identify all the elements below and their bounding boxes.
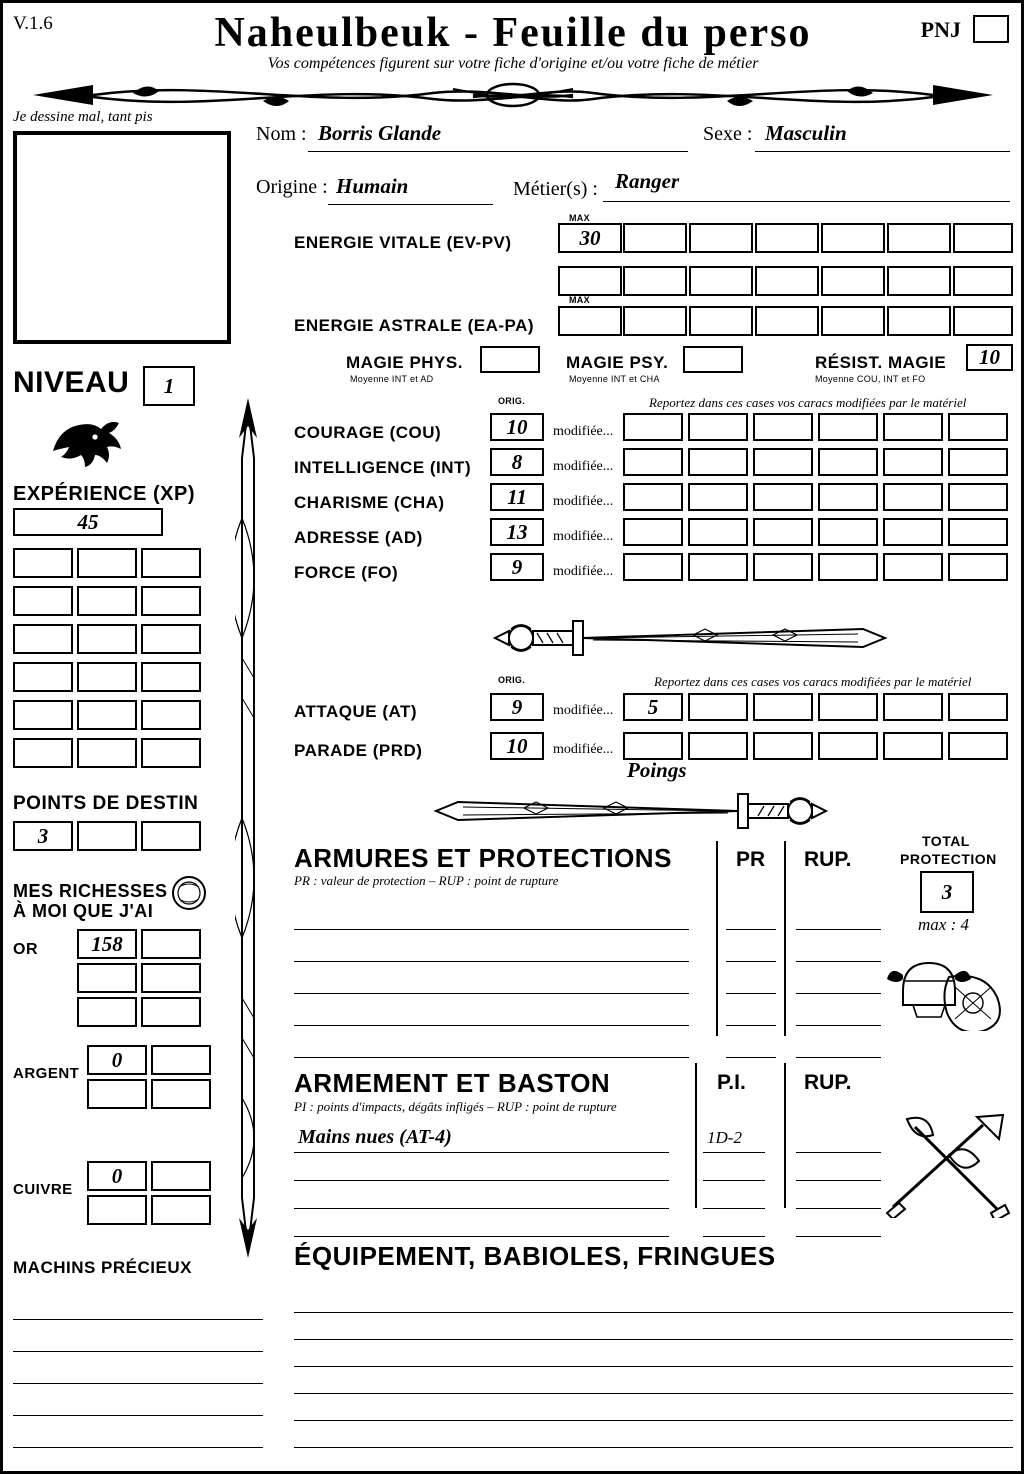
niveau-label: NIVEAU <box>13 366 130 399</box>
carac-modifie-box[interactable] <box>623 553 683 581</box>
carac-modifie-box[interactable] <box>948 413 1008 441</box>
or-box[interactable] <box>141 929 201 959</box>
carac-modif-label: modifiée... <box>553 459 614 474</box>
xp-box[interactable] <box>141 586 201 616</box>
arme-name-value: Mains nues (AT-4) <box>298 1126 452 1148</box>
portrait-note: Je dessine mal, tant pis <box>13 109 153 125</box>
arme-pi[interactable] <box>703 1184 765 1209</box>
pnj-checkbox[interactable] <box>973 15 1009 43</box>
or-label: OR <box>13 941 38 958</box>
carac-modif-label: modifiée... <box>553 494 614 509</box>
destin-value[interactable]: 3 <box>13 821 73 851</box>
cuivre-box[interactable] <box>151 1161 211 1191</box>
armure-pr[interactable] <box>726 935 776 962</box>
armures-sub: PR : valeur de protection – RUP : point de rupture <box>294 873 559 888</box>
origine-value: Humain <box>336 174 409 198</box>
carac-modifie-box[interactable] <box>753 413 813 441</box>
equipement-line[interactable] <box>294 1315 1013 1340</box>
armures-col-rup: RUP. <box>804 848 852 871</box>
xp-value[interactable]: 45 <box>13 508 163 536</box>
carac-orig-value[interactable]: 8 <box>490 448 544 476</box>
total-protection-value[interactable]: 3 <box>920 871 974 913</box>
metier-field[interactable] <box>603 171 1010 202</box>
armure-pr[interactable] <box>726 903 776 930</box>
ev-box[interactable] <box>558 266 622 296</box>
argent-value[interactable]: 0 <box>87 1045 147 1075</box>
ev-box[interactable] <box>623 223 687 253</box>
combat-modifie-box[interactable] <box>818 732 878 760</box>
arme-rup[interactable] <box>796 1156 881 1181</box>
carac-modifie-box[interactable] <box>688 483 748 511</box>
carac-modifie-box[interactable] <box>688 518 748 546</box>
xp-box[interactable] <box>77 586 137 616</box>
xp-box[interactable] <box>141 662 201 692</box>
carac-modifie-box[interactable] <box>753 483 813 511</box>
carac-modifie-box[interactable] <box>883 483 943 511</box>
page-title: Naheulbeuk - Feuille du perso <box>214 10 812 56</box>
equipement-line[interactable] <box>294 1423 1013 1448</box>
xp-box[interactable] <box>77 548 137 578</box>
carac-orig-value[interactable]: 10 <box>490 413 544 441</box>
carac-modifie-box[interactable] <box>818 518 878 546</box>
origine-field[interactable] <box>328 174 493 205</box>
argent-box[interactable] <box>151 1079 211 1109</box>
carac-modif-label: modifiée... <box>553 564 614 579</box>
carac-modifie-box[interactable] <box>623 448 683 476</box>
ea-box[interactable] <box>953 306 1013 336</box>
coin-icon <box>171 875 207 911</box>
carac-modifie-box[interactable] <box>623 413 683 441</box>
niveau-value[interactable]: 1 <box>143 366 195 406</box>
carac-modifie-box[interactable] <box>753 448 813 476</box>
argent-box[interactable] <box>87 1079 147 1109</box>
xp-box[interactable] <box>13 662 73 692</box>
xp-box[interactable] <box>13 624 73 654</box>
carac-modifie-box[interactable] <box>948 518 1008 546</box>
carac-modifie-box[interactable] <box>753 518 813 546</box>
argent-label: ARGENT <box>13 1065 80 1082</box>
metier-value: Ranger <box>615 169 680 193</box>
ea-box[interactable] <box>755 306 819 336</box>
combat-note: Reportez dans ces cases vos caracs modifiées par le matériel <box>654 674 972 689</box>
ev-box[interactable] <box>821 223 885 253</box>
caracs-orig-label: ORIG. <box>498 396 526 406</box>
armement-sub: PI : points d'impacts, dégâts infligés – RUP : point de rupture <box>294 1099 617 1114</box>
magie-psy-label: MAGIE PSY. <box>566 353 669 372</box>
combat-modifie-box[interactable] <box>688 693 748 721</box>
combat-modifie-box[interactable] <box>753 693 813 721</box>
xp-box[interactable] <box>13 738 73 768</box>
ev-max-box[interactable]: 30 <box>558 223 622 253</box>
combat-footnote: Poings <box>627 758 687 782</box>
sexe-value: Masculin <box>765 121 847 145</box>
or-box[interactable] <box>77 963 137 993</box>
carac-modifie-box[interactable] <box>688 413 748 441</box>
armure-name[interactable] <box>294 903 689 930</box>
carac-modifie-box[interactable] <box>818 553 878 581</box>
carac-orig-value[interactable]: 13 <box>490 518 544 546</box>
sexe-field[interactable] <box>755 121 1010 152</box>
dragon-head-icon <box>43 411 133 471</box>
magie-phys-sub: Moyenne INT et AD <box>350 374 434 384</box>
magie-phys-value[interactable] <box>480 346 540 373</box>
ev-box[interactable] <box>689 223 753 253</box>
ev-box[interactable] <box>755 266 819 296</box>
arme-rup[interactable] <box>796 1184 881 1209</box>
total-protection-label-1: TOTAL <box>922 833 970 849</box>
equipement-line[interactable] <box>294 1450 1013 1474</box>
armure-name[interactable] <box>294 967 689 994</box>
ev-box[interactable] <box>887 223 951 253</box>
arme-pi-value: 1D-2 <box>707 1128 742 1147</box>
argent-box[interactable] <box>151 1045 211 1075</box>
carac-label: INTELLIGENCE (INT) <box>294 458 472 477</box>
ev-box[interactable] <box>755 223 819 253</box>
total-protection-max: max : 4 <box>918 915 969 934</box>
metier-label: Métier(s) : <box>513 178 598 200</box>
combat-label: ATTAQUE (AT) <box>294 702 418 721</box>
equipement-title: ÉQUIPEMENT, BABIOLES, FRINGUES <box>294 1241 776 1271</box>
arme-rup[interactable] <box>796 1128 881 1153</box>
arme-pi[interactable] <box>703 1212 765 1237</box>
carac-modifie-box[interactable] <box>623 518 683 546</box>
combat-orig-value[interactable]: 9 <box>490 693 544 721</box>
carac-modifie-box[interactable] <box>883 448 943 476</box>
ea-box[interactable] <box>821 306 885 336</box>
machins-line[interactable] <box>13 1389 263 1416</box>
ev-box[interactable] <box>821 266 885 296</box>
equipement-line[interactable] <box>294 1369 1013 1394</box>
caracs-note: Reportez dans ces cases vos caracs modifiées par le matériel <box>649 395 967 410</box>
ea-box[interactable] <box>623 306 687 336</box>
carac-modif-label: modifiée... <box>553 424 614 439</box>
carac-modifie-box[interactable] <box>753 553 813 581</box>
nom-value: Borris Glande <box>318 121 442 145</box>
crossed-weapons-icon <box>879 1113 1015 1218</box>
machins-line[interactable] <box>13 1453 263 1474</box>
carac-modif-label: modifiée... <box>553 529 614 544</box>
sword-icon <box>433 788 888 834</box>
destin-box[interactable] <box>77 821 137 851</box>
or-value[interactable]: 158 <box>77 929 137 959</box>
resist-magie-label: RÉSIST. MAGIE <box>815 353 947 372</box>
armure-pr[interactable] <box>726 999 776 1026</box>
carac-orig-value[interactable]: 9 <box>490 553 544 581</box>
helmet-shield-icon <box>883 941 1013 1031</box>
equipement-line[interactable] <box>294 1288 1013 1313</box>
destin-box[interactable] <box>141 821 201 851</box>
xp-box[interactable] <box>13 586 73 616</box>
cuivre-box[interactable] <box>87 1195 147 1225</box>
ea-max-label: MAX <box>569 295 590 305</box>
carac-modifie-box[interactable] <box>688 448 748 476</box>
carac-label: FORCE (FO) <box>294 563 399 582</box>
xp-box[interactable] <box>141 624 201 654</box>
portrait-box[interactable] <box>13 131 231 344</box>
xp-box[interactable] <box>77 624 137 654</box>
xp-label: EXPÉRIENCE (XP) <box>13 483 195 505</box>
carac-modifie-box[interactable] <box>948 553 1008 581</box>
carac-modifie-box[interactable] <box>688 553 748 581</box>
sword-icon <box>433 615 888 661</box>
ev-box[interactable] <box>623 266 687 296</box>
armure-rup[interactable] <box>796 903 881 930</box>
carac-modifie-box[interactable] <box>948 483 1008 511</box>
combat-modifie-box[interactable] <box>883 693 943 721</box>
arme-name[interactable] <box>294 1156 669 1181</box>
armures-title: ARMURES ET PROTECTIONS <box>294 843 672 873</box>
equipement-line[interactable] <box>294 1396 1013 1421</box>
armure-rup[interactable] <box>796 1031 881 1058</box>
pnj-label: PNJ <box>920 17 961 42</box>
ev-box[interactable] <box>887 266 951 296</box>
nom-field[interactable] <box>308 121 688 152</box>
carac-modifie-box[interactable] <box>948 448 1008 476</box>
xp-box[interactable] <box>77 700 137 730</box>
armure-name[interactable] <box>294 999 689 1026</box>
xp-box[interactable] <box>141 738 201 768</box>
sexe-label: Sexe : <box>703 123 753 145</box>
machins-label: MACHINS PRÉCIEUX <box>13 1258 192 1277</box>
richesses-label-2: À MOI QUE J'AI <box>13 901 154 921</box>
ev-label: ENERGIE VITALE (EV-PV) <box>294 233 512 252</box>
combat-orig-label: ORIG. <box>498 675 526 685</box>
or-box[interactable] <box>141 963 201 993</box>
destin-label: POINTS DE DESTIN <box>13 793 199 814</box>
armure-rup[interactable] <box>796 999 881 1026</box>
xp-box[interactable] <box>13 548 73 578</box>
cuivre-value[interactable]: 0 <box>87 1161 147 1191</box>
armement-col-pi: P.I. <box>717 1071 746 1094</box>
arme-name[interactable] <box>294 1184 669 1209</box>
or-box[interactable] <box>77 997 137 1027</box>
arme-pi[interactable] <box>703 1128 765 1153</box>
combat-modifie-box[interactable] <box>688 732 748 760</box>
carac-modifie-box[interactable] <box>818 483 878 511</box>
carac-modifie-box[interactable] <box>883 413 943 441</box>
version-label: V.1.6 <box>13 13 53 34</box>
combat-modifie-box[interactable] <box>948 693 1008 721</box>
carac-label: COURAGE (COU) <box>294 423 442 442</box>
armure-rup[interactable] <box>796 967 881 994</box>
machins-line[interactable] <box>13 1293 263 1320</box>
combat-modifie-box[interactable] <box>883 732 943 760</box>
arme-rup[interactable] <box>796 1212 881 1237</box>
machins-line[interactable] <box>13 1421 263 1448</box>
banner-ornament-icon <box>13 75 1013 115</box>
xp-box[interactable] <box>77 738 137 768</box>
armement-title: ARMEMENT ET BASTON <box>294 1068 611 1098</box>
combat-modif-label: modifiée... <box>553 742 614 757</box>
armure-pr[interactable] <box>726 1031 776 1058</box>
xp-box[interactable] <box>141 700 201 730</box>
xp-box[interactable] <box>141 548 201 578</box>
arme-name[interactable] <box>294 1128 669 1153</box>
staff-icon <box>235 398 261 1258</box>
xp-box[interactable] <box>77 662 137 692</box>
ev-max-label: MAX <box>569 213 590 223</box>
ea-label: ENERGIE ASTRALE (EA-PA) <box>294 316 535 335</box>
page-subtitle: Vos compétences figurent sur votre fiche d'origine et/ou votre fiche de métier <box>267 55 759 72</box>
arme-name[interactable] <box>294 1212 669 1237</box>
magie-psy-value[interactable] <box>683 346 743 373</box>
xp-box[interactable] <box>13 700 73 730</box>
armure-pr[interactable] <box>726 967 776 994</box>
total-protection-label-2: PROTECTION <box>900 851 997 867</box>
carac-label: CHARISME (CHA) <box>294 493 445 512</box>
combat-modifie-box[interactable] <box>948 732 1008 760</box>
armure-name[interactable] <box>294 1031 689 1058</box>
ea-box[interactable] <box>689 306 753 336</box>
carac-orig-value[interactable]: 11 <box>490 483 544 511</box>
combat-label: PARADE (PRD) <box>294 741 423 760</box>
machins-line[interactable] <box>13 1325 263 1352</box>
resist-magie-sub: Moyenne COU, INT et FO <box>815 374 926 384</box>
arme-pi[interactable] <box>703 1156 765 1181</box>
combat-modifie-box[interactable] <box>818 693 878 721</box>
magie-psy-sub: Moyenne INT et CHA <box>569 374 660 384</box>
combat-modifie-box[interactable] <box>623 732 683 760</box>
richesses-label-1: MES RICHESSES <box>13 881 168 901</box>
carac-modifie-box[interactable] <box>818 413 878 441</box>
armement-col-rup: RUP. <box>804 1071 852 1094</box>
ev-box[interactable] <box>953 266 1013 296</box>
combat-modif-label: modifiée... <box>553 703 614 718</box>
carac-modifie-box[interactable] <box>818 448 878 476</box>
carac-label: ADRESSE (AD) <box>294 528 423 547</box>
armures-col-pr: PR <box>736 848 766 871</box>
machins-line[interactable] <box>13 1357 263 1384</box>
carac-modifie-box[interactable] <box>623 483 683 511</box>
ev-box[interactable] <box>953 223 1013 253</box>
ea-max-box[interactable] <box>558 306 622 336</box>
combat-modifie-box[interactable] <box>753 732 813 760</box>
nom-label: Nom : <box>256 123 307 145</box>
ev-box[interactable] <box>689 266 753 296</box>
combat-orig-value[interactable]: 10 <box>490 732 544 760</box>
ea-box[interactable] <box>887 306 951 336</box>
origine-label: Origine : <box>256 176 328 198</box>
combat-modifie-box[interactable]: 5 <box>623 693 683 721</box>
magie-phys-label: MAGIE PHYS. <box>346 353 463 372</box>
cuivre-box[interactable] <box>151 1195 211 1225</box>
armure-name[interactable] <box>294 935 689 962</box>
cuivre-label: CUIVRE <box>13 1181 73 1198</box>
carac-modifie-box[interactable] <box>883 553 943 581</box>
armure-rup[interactable] <box>796 935 881 962</box>
or-box[interactable] <box>141 997 201 1027</box>
resist-magie-value[interactable]: 10 <box>966 344 1013 371</box>
equipement-line[interactable] <box>294 1342 1013 1367</box>
carac-modifie-box[interactable] <box>883 518 943 546</box>
